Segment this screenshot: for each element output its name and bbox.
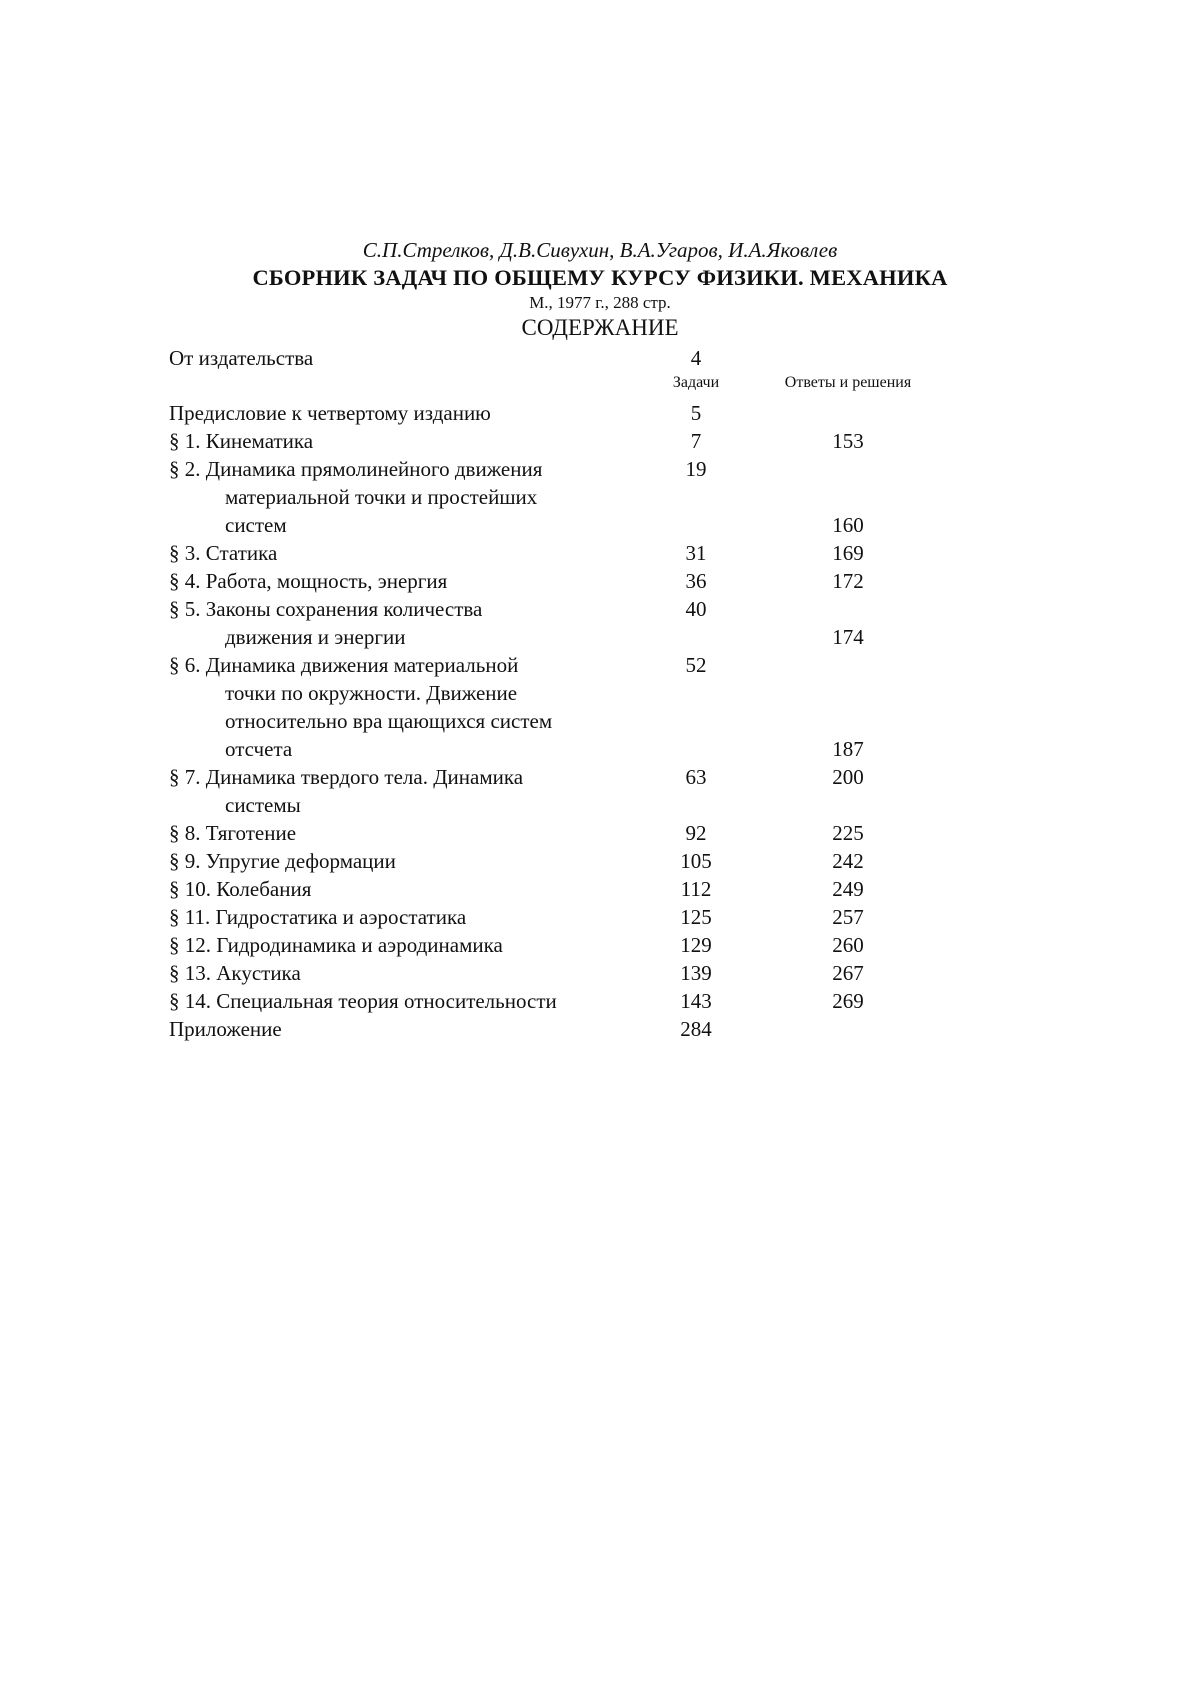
toc-entry-s3: § 3. Статика xyxy=(169,541,278,565)
toc-page-problems: 7 xyxy=(690,429,702,453)
toc-entry-s7: § 7. Динамика твердого тела. Динамика xyxy=(169,765,524,789)
toc-page-problems: 92 xyxy=(685,821,707,845)
toc-entry-s5-line: движения и энергии xyxy=(225,625,406,649)
toc-entry-s6-line: относительно вра щающихся систем xyxy=(225,709,553,733)
toc-entry-s7-line: системы xyxy=(225,793,301,817)
toc-page-problems: 284 xyxy=(680,1017,712,1041)
toc-page-problems: 31 xyxy=(685,541,707,565)
toc-entry-s13: § 13. Акустика xyxy=(169,961,301,985)
toc-page-answers: 172 xyxy=(832,569,864,593)
toc-entry-s11: § 11. Гидростатика и аэростатика xyxy=(169,905,467,929)
toc-entry-s6-line: отсчета xyxy=(225,737,293,761)
toc-entry-publisher: От издательства xyxy=(169,346,314,370)
toc-page-problems: 112 xyxy=(680,877,712,901)
toc-entry-s4: § 4. Работа, мощность, энергия xyxy=(169,569,448,593)
toc-page-problems: 143 xyxy=(680,989,712,1013)
toc-entry-s8: § 8. Тяготение xyxy=(169,821,297,845)
toc-entry-s2-line: систем xyxy=(225,513,287,537)
toc-entry-preface: Предисловие к четвертому изданию xyxy=(169,401,491,425)
toc-page-problems: 52 xyxy=(685,653,707,677)
toc-page-problems: 63 xyxy=(685,765,707,789)
toc-page-answers: 269 xyxy=(832,989,864,1013)
toc-page-answers: 225 xyxy=(832,821,864,845)
toc-page-problems: 40 xyxy=(685,597,707,621)
toc-entry-s14: § 14. Специальная теория относительности xyxy=(169,989,557,1013)
toc-entry-s10: § 10. Колебания xyxy=(169,877,312,901)
toc-page-problems: 125 xyxy=(680,905,712,929)
toc-page-problems: 36 xyxy=(685,569,707,593)
column-header-problems: Задачи xyxy=(672,374,720,391)
toc-page-answers: 174 xyxy=(832,625,864,649)
book-title: СБОРНИК ЗАДАЧ ПО ОБЩЕМУ КУРСУ ФИЗИКИ. МЕХАНИКА xyxy=(252,265,948,290)
column-header-answers: Ответы и решения xyxy=(784,374,912,391)
toc-entry-s5: § 5. Законы сохранения количества xyxy=(169,597,483,621)
toc-page-answers: 169 xyxy=(832,541,864,565)
toc-entry-s2: § 2. Динамика прямолинейного движения xyxy=(169,457,543,481)
toc-entry-s12: § 12. Гидродинамика и аэродинамика xyxy=(169,933,503,957)
toc-page-answers: 200 xyxy=(832,765,864,789)
toc-page-answers: 260 xyxy=(832,933,864,957)
toc-page-problems: 19 xyxy=(685,457,707,481)
toc-page-answers: 267 xyxy=(832,961,864,985)
toc-page-answers: 242 xyxy=(832,849,864,873)
toc-page-problems: 4 xyxy=(690,346,702,370)
toc-page-problems: 5 xyxy=(690,401,702,425)
contents-heading: СОДЕРЖАНИЕ xyxy=(521,315,679,340)
toc-page-problems: 129 xyxy=(680,933,712,957)
imprint-line: М., 1977 г., 288 стр. xyxy=(529,293,671,312)
toc-page-answers: 257 xyxy=(832,905,864,929)
toc-entry-s1: § 1. Кинематика xyxy=(169,429,314,453)
toc-page-answers: 187 xyxy=(832,737,864,761)
toc-entry-appendix: Приложение xyxy=(169,1017,282,1041)
toc-entry-s6-line: точки по окружности. Движение xyxy=(225,681,518,705)
authors-line: С.П.Стрелков, Д.В.Сивухин, В.А.Угаров, И.А.Яковлев xyxy=(362,238,838,262)
toc-entry-s2-line: материальной точки и простейших xyxy=(225,485,538,509)
toc-page-problems: 139 xyxy=(680,961,712,985)
toc-entry-s6: § 6. Динамика движения материальной xyxy=(169,653,519,677)
toc-page-answers: 160 xyxy=(832,513,864,537)
toc-page-answers: 153 xyxy=(832,429,864,453)
toc-page-answers: 249 xyxy=(832,877,864,901)
toc-entry-s9: § 9. Упругие деформации xyxy=(169,849,396,873)
toc-page-problems: 105 xyxy=(680,849,712,873)
